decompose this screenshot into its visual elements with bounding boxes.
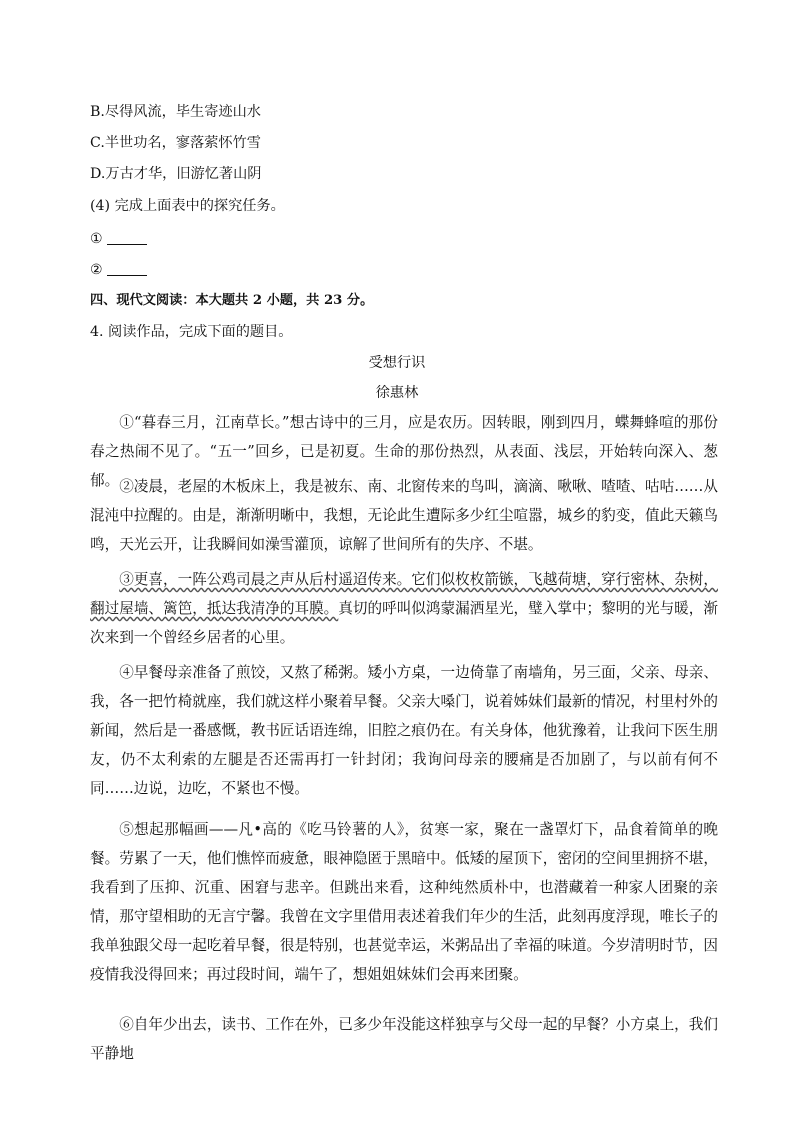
blank-1-line	[107, 230, 147, 245]
article-title: 受想行识	[368, 355, 426, 371]
paragraph-3	[90, 565, 718, 652]
paragraph-1: ①“暮春三月，江南草长。”想古诗中的三月，应是农历。因转眼，刚到四月，蝶舞蜂喧的那份春之热闹不见了。“五一”回乡，已是初夏。生命的那份热烈，从表面、浅层，开始转向深入、葱郁。	[90, 414, 718, 489]
paragraph-6: ⑥自年少出去，读书、工作在外，已多少年没能这样独享与父母一起的早餐？小方桌上，我们平静地	[90, 1016, 718, 1062]
section-heading: 四、现代文阅读：本大题共 2 小题，共 23 分。	[90, 293, 374, 308]
answer-blank-2	[90, 260, 147, 280]
question-prompt: 4. 阅读作品，完成下面的题目。	[90, 324, 293, 340]
task-4-prompt: (4) 完成上面表中的探究任务。	[90, 198, 285, 214]
paragraph-5: ⑤想起那幅画——凡•高的《吃马铃薯的人》，贫寒一家，聚在一盏罩灯下，品食着简单的晚餐。劳累了一天，他们憔悴而疲惫，眼神隐匿于黑暗中。低矮的屋顶下，密闭的空间里拥挤不堪，我看到了压抑、沉重、困窘与悲辛。但跳出来看，这种纯然质朴中，也潜藏着一种家人团聚的亲情，那守望相助的无言宁馨。我曾在文字里借用表述着我们年少的生活，此刻再度浮现，唯长子的我单独跟父母一起吃着早餐，很是特别，也甚觉幸运，米粥品出了幸福的味道。今岁清明时节，因疫情我没得回来；再过段时间，端午了，想姐姐妹妹们会再来团聚。	[90, 821, 718, 983]
paragraph-4: ④早餐母亲准备了煎饺，又熬了稀粥。矮小方桌，一边倚靠了南墙角，另三面，父亲、母亲、我，各一把竹椅就座，我们就这样小聚着早餐。父亲大嗓门，说着姊妹们最新的情况，村里村外的新闻，然后是一番感慨，教书匠话语连绵，旧腔之痕仍在。有关身体，他犹豫着，让我问下医生朋友，仍不太利索的左腿是否还需再打一针封闭；我询问母亲的腰痛是否加剧了，与以前有何不同……边说，边吃，不紧也不慢。	[90, 664, 718, 797]
blank-2-label: ②	[90, 262, 103, 278]
blank-2-line	[107, 261, 147, 276]
option-c: C.半世功名，寥落萦怀竹雪	[90, 135, 261, 151]
option-b: B.尽得风流，毕生寄迹山水	[90, 104, 261, 120]
answer-blank-1	[90, 229, 147, 249]
paragraph-3-rest: 真切的呼叫似鸿蒙漏洒星光，璧入掌中；黎明的光与暖，渐次来到一个曾经乡居者的心里。	[90, 600, 718, 646]
blank-1-label: ①	[90, 231, 103, 247]
option-d: D.万古才华，旧游忆著山阴	[90, 166, 262, 182]
paragraph-2: ②凌晨，老屋的木板床上，我是被东、南、北窗传来的鸟叫，滴滴、啾啾、喳喳、咕咕……从混沌中拉醒的。由是，渐渐明晰中，我想，无论此生遭际多少红尘喧嚣，城乡的豹变，值此天籁鸟鸣，天光云开，让我瞬间如澡雪灌顶，谅解了世间所有的失序、不堪。	[90, 478, 718, 553]
underlined-passage: ③更喜，一阵公鸡司晨之声从后村遥迢传来。它们似枚枚箭镞，飞越荷塘，穿行密林、杂树，翻过屋墙、篱笆，抵达我清净的耳膜。	[90, 571, 718, 617]
article-author: 徐惠林	[375, 385, 419, 401]
